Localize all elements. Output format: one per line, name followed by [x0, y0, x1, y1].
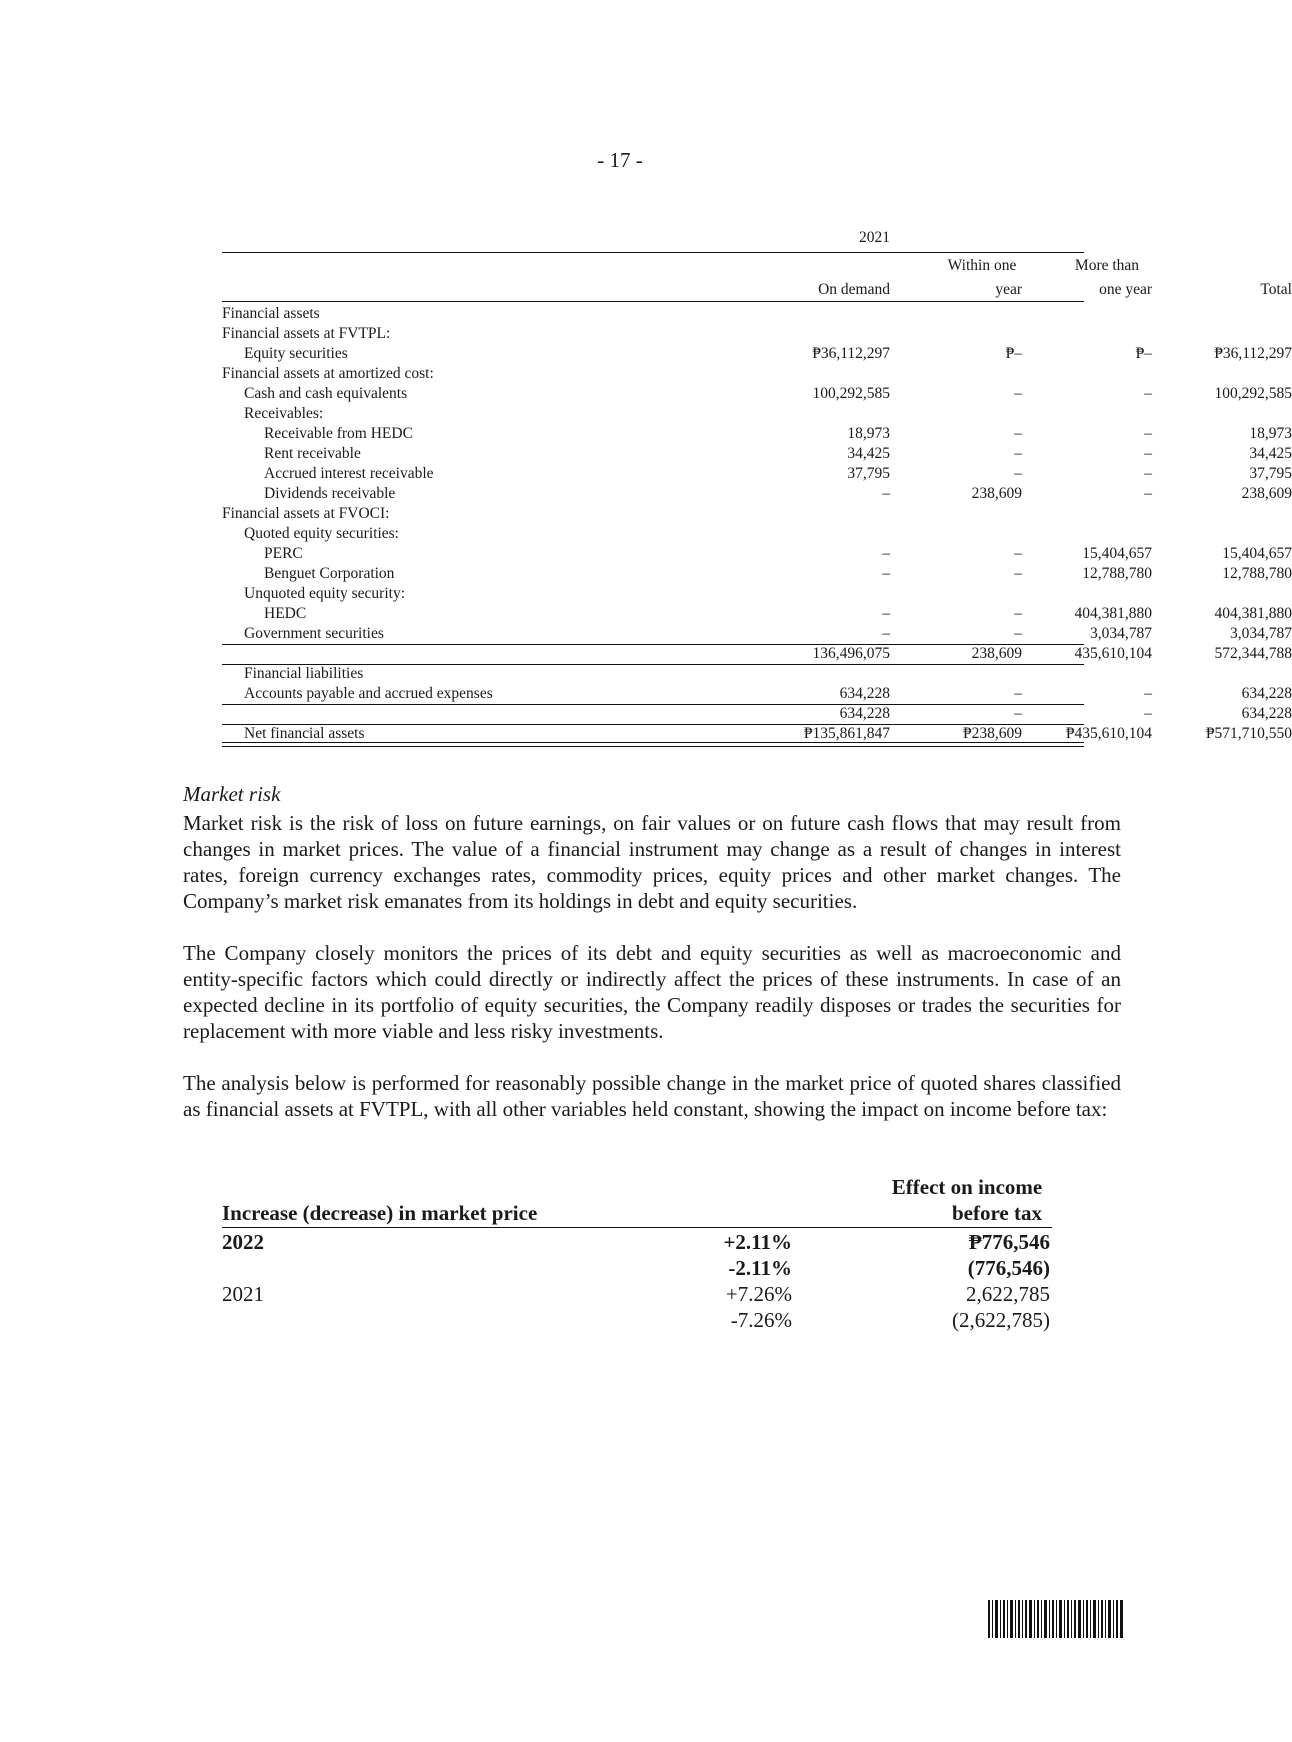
header-total: Total: [1260, 281, 1292, 298]
row-label: Government securities: [244, 625, 384, 642]
row-value-col2: –: [1014, 445, 1022, 462]
market-risk-heading: Market risk: [183, 782, 281, 806]
sensitivity-year: 2021: [222, 1282, 264, 1306]
row-value-col2: 238,609: [971, 485, 1022, 502]
row-value-col4: 634,228: [1241, 685, 1292, 702]
row-value-col2: –: [1014, 685, 1022, 702]
sensitivity-effect: ₱776,546: [968, 1230, 1050, 1254]
sensitivity-row: [222, 1281, 1052, 1307]
row-value-col4: 238,609: [1241, 485, 1292, 502]
row-value-col1: 37,795: [847, 465, 890, 482]
table-year: 2021: [859, 229, 890, 246]
header-effect-line1: Effect on income: [891, 1175, 1043, 1199]
row-value-col3: –: [1144, 385, 1152, 402]
row-value-col1: –: [882, 485, 890, 502]
row-value-col4: 15,404,657: [1222, 545, 1292, 562]
page-number: - 17 -: [597, 148, 643, 172]
sensitivity-change: -7.26%: [730, 1308, 792, 1332]
row-label: Financial assets at FVTPL:: [222, 325, 391, 342]
table-row: [222, 424, 1292, 444]
row-value-col4: 12,788,780: [1222, 565, 1292, 582]
row-value-col3: –: [1144, 705, 1152, 722]
row-value-col1: 634,228: [839, 685, 890, 702]
row-label: Financial liabilities: [244, 665, 364, 682]
table-row: [222, 484, 1292, 504]
row-value-col3: –: [1144, 485, 1152, 502]
row-value-col2: ₱–: [1005, 345, 1022, 362]
row-value-col3: 404,381,880: [1074, 605, 1152, 622]
row-value-col2: –: [1014, 625, 1022, 642]
row-value-col1: –: [882, 545, 890, 562]
market-risk-paragraph-2: The Company closely monitors the prices of its debt and equity securities as well as macroeconomic and entity-specific factors which could directly or indirectly affect the prices of these instruments. In case of an expected decline in its portfolio of equity securities, the Company readily disposes or trades the securities for replacement with more viable and less risky investments.: [183, 941, 1121, 1043]
table-row: [222, 704, 1292, 724]
table-row: [222, 564, 1292, 584]
table-row: [222, 404, 1084, 424]
header-within-line2: year: [995, 281, 1022, 298]
table-row: [222, 344, 1292, 364]
row-label: Unquoted equity security:: [244, 585, 405, 602]
sensitivity-row: [222, 1307, 1052, 1333]
row-label: Net financial assets: [244, 725, 365, 742]
sensitivity-effect: (2,622,785): [952, 1308, 1050, 1332]
row-label: Receivables:: [244, 405, 324, 422]
sensitivity-effect: 2,622,785: [966, 1282, 1050, 1306]
row-value-col2: –: [1014, 605, 1022, 622]
table-row: [222, 464, 1292, 484]
header-increase-decrease: Increase (decrease) in market price: [222, 1201, 538, 1225]
table-row: [222, 384, 1292, 404]
row-value-col4: 634,228: [1241, 705, 1292, 722]
row-value-col3: –: [1144, 685, 1152, 702]
table-row: [222, 364, 1084, 384]
header-within-line1: Within one: [947, 257, 1017, 274]
row-value-col1: –: [882, 605, 890, 622]
row-value-col1: ₱36,112,297: [812, 345, 890, 362]
sensitivity-row: [222, 1229, 1052, 1255]
sensitivity-change: +7.26%: [725, 1282, 792, 1306]
row-value-col4: 37,795: [1249, 465, 1292, 482]
table-row: [222, 584, 1084, 604]
row-value-col3: ₱–: [1135, 345, 1152, 362]
sensitivity-change: +2.11%: [723, 1230, 792, 1254]
table-row: [222, 624, 1292, 644]
row-value-col1: ₱135,861,847: [803, 725, 890, 742]
row-value-col3: –: [1144, 465, 1152, 482]
row-value-col1: 136,496,075: [812, 645, 890, 662]
row-value-col3: 435,610,104: [1074, 645, 1152, 662]
barcode-image: [988, 1600, 1123, 1638]
row-label: Equity securities: [244, 345, 348, 362]
sensitivity-row: [222, 1255, 1052, 1281]
row-label: Financial assets: [222, 305, 320, 322]
row-label: Financial assets at FVOCI:: [222, 505, 390, 522]
sensitivity-year: 2022: [222, 1230, 264, 1254]
row-value-col2: –: [1014, 545, 1022, 562]
table-row: [222, 544, 1292, 564]
row-label: PERC: [264, 545, 303, 562]
header-on-demand: On demand: [818, 281, 890, 298]
row-value-col2: –: [1014, 705, 1022, 722]
row-value-col1: 634,228: [839, 705, 890, 722]
row-value-col2: –: [1014, 425, 1022, 442]
table-row: [222, 444, 1292, 464]
row-value-col4: 100,292,585: [1214, 385, 1292, 402]
market-risk-paragraph-1: Market risk is the risk of loss on future earnings, on fair values or on future cash flows that may result from changes in market prices. The value of a financial instrument may change as a result of changes in interest rates, foreign currency exchanges rates, commodity prices, equity prices and other market changes. The Company’s market risk emanates from its holdings in debt and equity securities.: [183, 811, 1121, 913]
table-row: [222, 304, 1084, 324]
row-value-col4: 3,034,787: [1230, 625, 1292, 642]
row-label: HEDC: [264, 605, 307, 622]
market-risk-paragraph-3: The analysis below is performed for reasonably possible change in the market price of quoted shares classified as financial assets at FVTPL, with all other variables held constant, showing the impact on income before tax:: [183, 1071, 1121, 1121]
table-row: [222, 604, 1292, 624]
row-value-col3: –: [1144, 445, 1152, 462]
table-row: [222, 644, 1292, 664]
row-value-col1: 100,292,585: [812, 385, 890, 402]
sensitivity-effect: (776,546): [967, 1256, 1050, 1280]
row-value-col1: 34,425: [847, 445, 890, 462]
row-value-col4: ₱36,112,297: [1214, 345, 1292, 362]
row-value-col2: –: [1014, 565, 1022, 582]
row-value-col4: 34,425: [1249, 445, 1292, 462]
header-more-line2: one year: [1099, 281, 1152, 298]
row-value-col2: 238,609: [971, 645, 1022, 662]
row-value-col2: –: [1014, 385, 1022, 402]
row-value-col3: –: [1144, 425, 1152, 442]
row-value-col3: 15,404,657: [1082, 545, 1152, 562]
table-row: [222, 684, 1292, 704]
row-value-col1: –: [882, 565, 890, 582]
row-value-col3: 12,788,780: [1082, 565, 1152, 582]
row-value-col1: 18,973: [847, 425, 890, 442]
sensitivity-change: -2.11%: [728, 1256, 792, 1280]
sensitivity-table-body: [222, 1229, 1052, 1333]
row-value-col3: ₱435,610,104: [1065, 725, 1152, 742]
row-value-col3: 3,034,787: [1090, 625, 1152, 642]
row-label: Cash and cash equivalents: [244, 385, 408, 402]
header-more-line1: More than: [1074, 257, 1140, 274]
table-row: [222, 504, 1084, 524]
row-label: Accrued interest receivable: [264, 465, 434, 482]
row-value-col4: 404,381,880: [1214, 605, 1292, 622]
row-label: Benguet Corporation: [264, 565, 395, 582]
row-label: Accounts payable and accrued expenses: [244, 685, 493, 702]
table-row: [222, 724, 1292, 744]
row-label: Dividends receivable: [264, 485, 396, 502]
row-value-col4: 18,973: [1249, 425, 1292, 442]
table-row: [222, 324, 1084, 344]
table-row: [222, 664, 1084, 684]
maturity-table-body: [222, 304, 1292, 744]
header-effect-line2: before tax: [952, 1201, 1042, 1225]
table-row: [222, 524, 1084, 544]
row-value-col4: ₱571,710,550: [1205, 725, 1292, 742]
row-label: Receivable from HEDC: [264, 425, 413, 442]
row-label: Quoted equity securities:: [244, 525, 399, 542]
row-value-col4: 572,344,788: [1214, 645, 1292, 662]
row-value-col2: ₱238,609: [963, 725, 1022, 742]
row-value-col2: –: [1014, 465, 1022, 482]
row-label: Financial assets at amortized cost:: [222, 365, 434, 382]
row-value-col1: –: [882, 625, 890, 642]
row-label: Rent receivable: [264, 445, 361, 462]
